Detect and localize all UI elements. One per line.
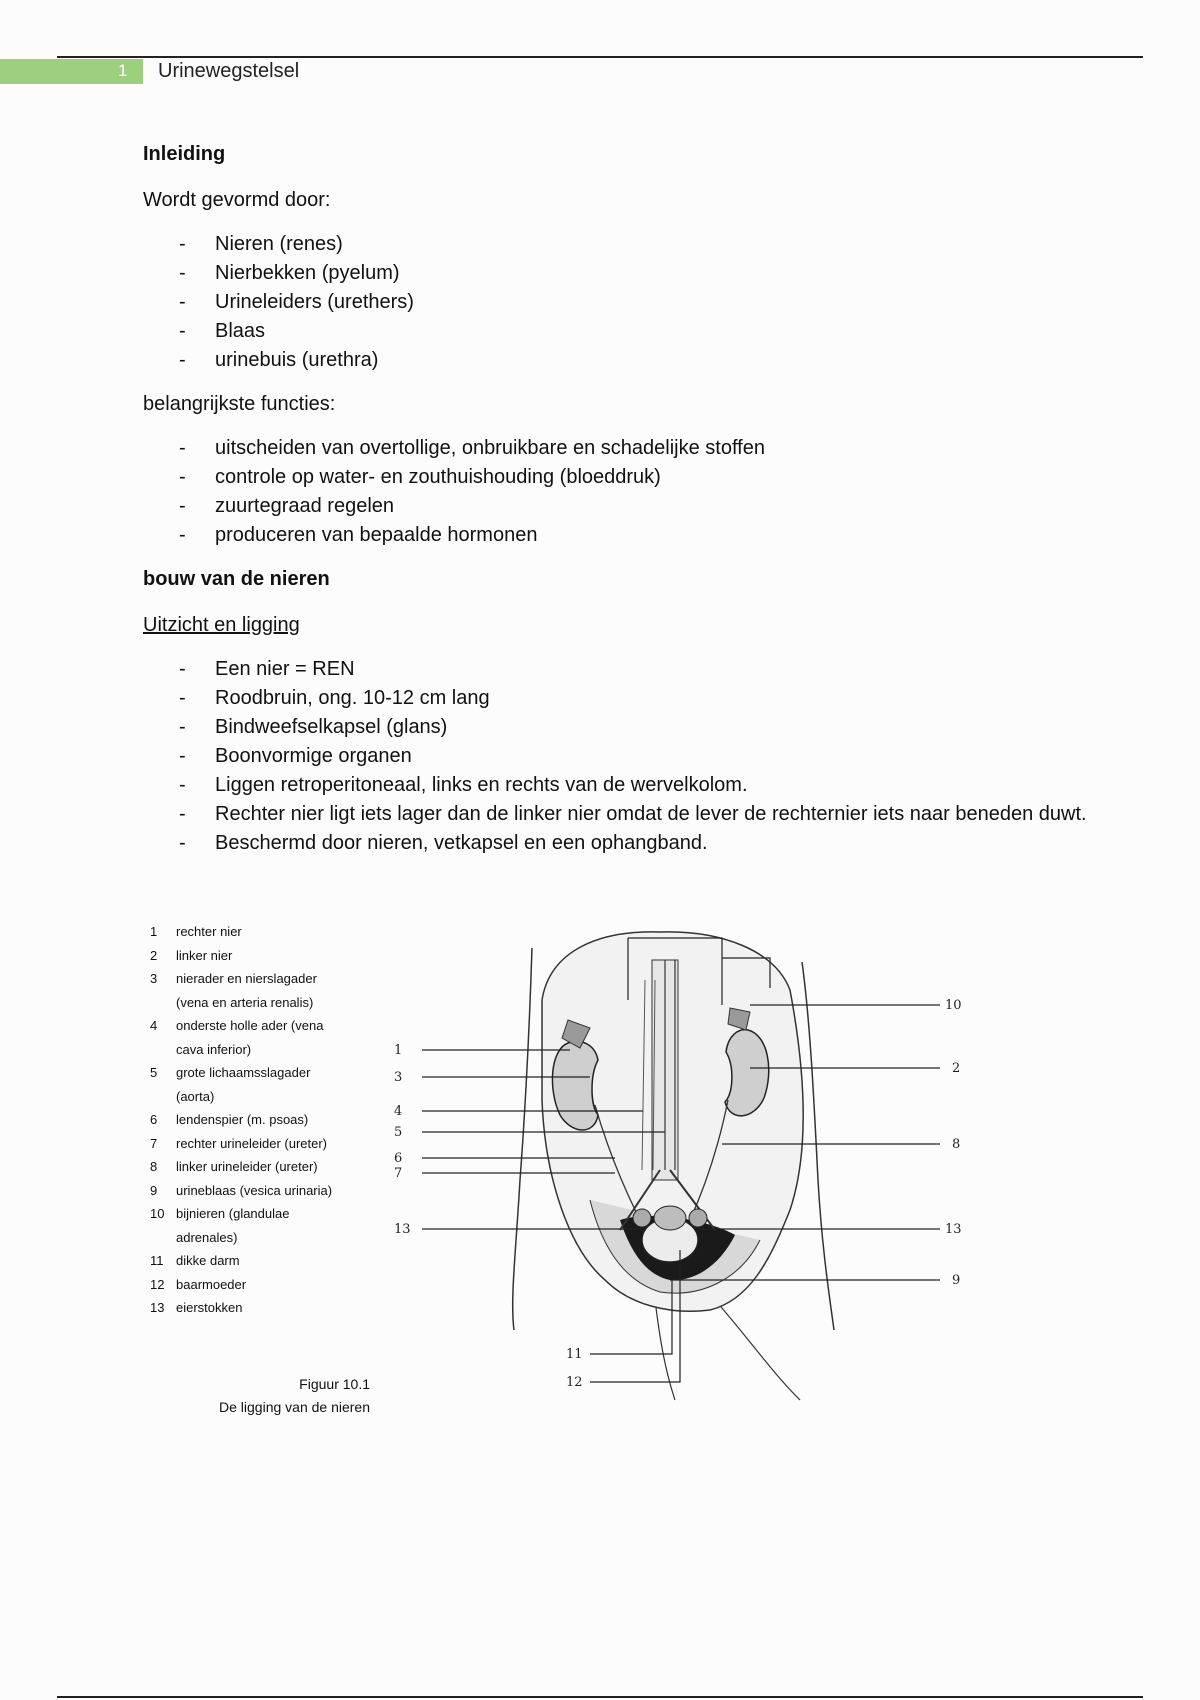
legend-row: 8 linker urineleider (ureter): [150, 1159, 318, 1174]
functions-list: [143, 434, 1093, 550]
legend-row: (aorta): [176, 1088, 215, 1104]
list-item: - Blaas: [179, 320, 266, 342]
functions-title: belangrijkste functies:: [143, 393, 336, 415]
torso-outline: [802, 962, 834, 1330]
legend-row: 11 dikke darm: [150, 1253, 240, 1268]
list-item: - Nieren (renes): [179, 233, 343, 255]
pointer-label-7: 7: [394, 1166, 403, 1181]
list-item: - Bindweefselkapsel (glans): [179, 716, 448, 738]
left-kidney: [725, 1030, 769, 1116]
legend-row: 5 grote lichaamsslagader: [150, 1065, 311, 1080]
legend-row: 13 eierstokken: [150, 1300, 243, 1315]
heading-intro: Inleiding: [143, 143, 226, 165]
list-item: - Roodbruin, ong. 10-12 cm lang: [179, 687, 490, 709]
list-item: - Liggen retroperitoneaal, links en rechts van de wervelkolom.: [179, 774, 748, 796]
pointer-label-9: 9: [952, 1273, 961, 1288]
legend-row: 6 lendenspier (m. psoas): [150, 1112, 309, 1127]
list-item: - zuurtegraad regelen: [179, 495, 395, 517]
list-item: - urinebuis (urethra): [179, 349, 379, 371]
pointer-label-5: 5: [394, 1125, 403, 1140]
list-item: - Boonvormige organen: [179, 745, 412, 767]
pointer-label-12: 12: [566, 1375, 583, 1390]
pointer-label-13-left: 13: [394, 1222, 411, 1237]
pointer-label-6: 6: [394, 1151, 403, 1166]
list-item: - produceren van bepaalde hormonen: [179, 524, 538, 546]
torso-outline: [513, 948, 532, 1330]
torso-outline: [715, 1300, 800, 1400]
list-item: - Beschermd door nieren, vetkapsel en een ophangband.: [179, 832, 708, 854]
legend-row: 9 urineblaas (vesica urinaria): [150, 1182, 333, 1198]
legend-row: 7 rechter urineleider (ureter): [150, 1135, 328, 1151]
legend-row: 1 rechter nier: [150, 924, 242, 939]
pointer-label-1: 1: [394, 1043, 403, 1058]
pointer-label-11: 11: [566, 1347, 583, 1362]
pointer-label-13-right: 13: [945, 1222, 962, 1237]
caption-number: Figuur 10.1: [299, 1376, 370, 1392]
organ-list: [143, 230, 1093, 375]
right-ovary: [633, 1209, 651, 1227]
features-list: [143, 655, 1093, 858]
list-item: - uitscheiden van overtollige, onbruikbare en schadelijke stoffen: [179, 437, 765, 459]
list-item: - Rechter nier ligt iets lager dan de linker nier omdat de lever de rechternier iets naar beneden duwt.: [179, 803, 1087, 825]
header-rule: [57, 56, 1143, 58]
uterus: [654, 1206, 686, 1230]
anatomy-illustration: [150, 920, 1050, 1420]
heading-build: bouw van de nieren: [143, 568, 330, 590]
legend-row: 2 linker nier: [150, 947, 233, 963]
header-title: Urinewegstelsel: [158, 60, 300, 82]
list-item: - Urineleiders (urethers): [179, 291, 414, 313]
legend-row: cava inferior): [176, 1041, 252, 1057]
intro-text: Wordt gevormd door:: [143, 189, 331, 211]
left-ovary: [689, 1209, 707, 1227]
list-item: - controle op water- en zouthuishouding (bloeddruk): [179, 466, 661, 488]
legend-row: (vena en arteria renalis): [176, 994, 314, 1010]
pointer-label-2: 2: [952, 1061, 961, 1076]
subheading: Uitzicht en ligging: [143, 614, 300, 636]
pointer-label-10: 10: [945, 998, 962, 1013]
chapter-number: 1: [118, 61, 128, 80]
pointer-label-8: 8: [952, 1137, 961, 1152]
pointer-label-3: 3: [394, 1070, 403, 1085]
caption-title: De ligging van de nieren: [219, 1399, 370, 1415]
document-body: [143, 140, 1093, 873]
list-item: - Nierbekken (pyelum): [179, 262, 400, 284]
kidney-figure: [150, 920, 1050, 1420]
list-item: - Een nier = REN: [179, 658, 355, 680]
footer-rule: [57, 1696, 1143, 1698]
legend-row: adrenales): [176, 1229, 238, 1245]
pointer-label-4: 4: [394, 1104, 403, 1119]
legend-row: 12 baarmoeder: [150, 1276, 247, 1292]
legend-row: 4 onderste holle ader (vena: [150, 1018, 324, 1033]
legend-row: 3 nierader en nierslagader: [150, 971, 317, 986]
legend-row: 10 bijnieren (glandulae: [150, 1206, 290, 1221]
